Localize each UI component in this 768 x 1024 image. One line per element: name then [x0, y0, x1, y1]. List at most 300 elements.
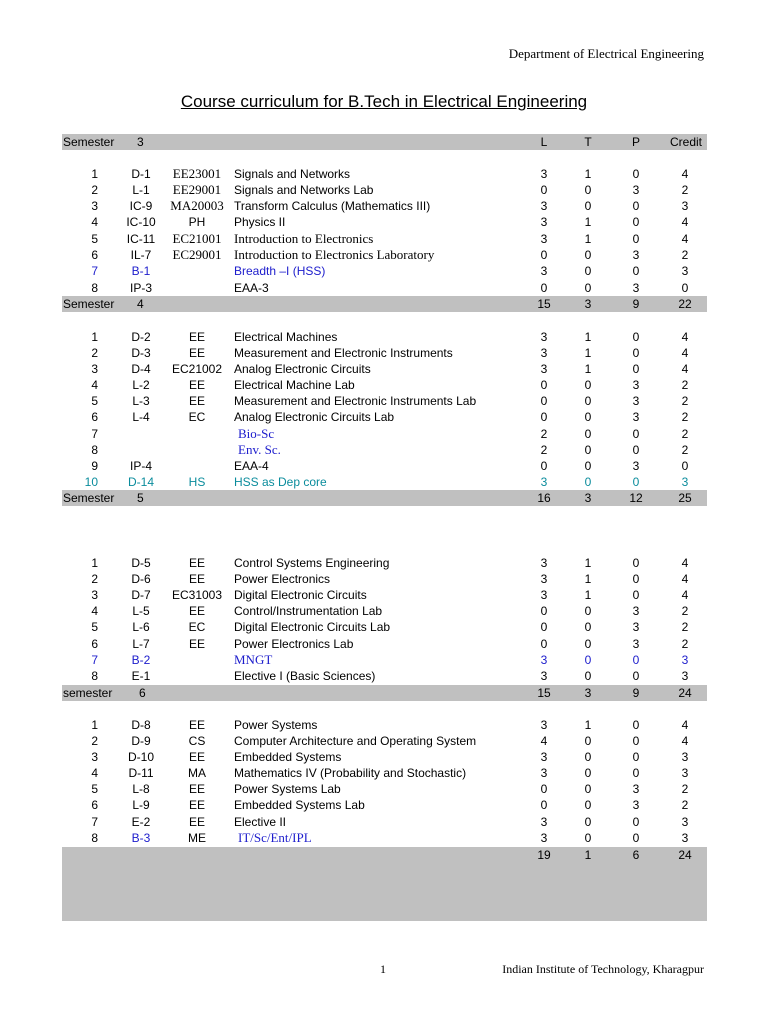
- lecture-hours: 3: [540, 232, 548, 246]
- course-name: MNGT: [234, 652, 273, 667]
- course-code: IL-7: [130, 248, 152, 262]
- course-name: Computer Architecture and Operating System: [234, 734, 477, 748]
- course-row: [62, 765, 707, 781]
- subject-number: CS: [188, 734, 206, 748]
- tutorial-hours: 0: [584, 750, 592, 764]
- course-row: [62, 603, 707, 619]
- tutorial-hours: 0: [584, 427, 592, 441]
- serial-number: 8: [91, 281, 98, 295]
- credits: 4: [681, 232, 689, 246]
- lecture-hours: 0: [540, 281, 548, 295]
- course-name: IT/Sc/Ent/IPL: [238, 830, 312, 845]
- course-code: B-1: [131, 264, 151, 278]
- col-header-l: L: [540, 135, 548, 149]
- tutorial-hours: 0: [584, 831, 592, 845]
- semester-6-totals: [62, 847, 707, 863]
- course-name: Power Systems Lab: [234, 782, 341, 796]
- practical-hours: 0: [632, 831, 640, 845]
- course-name: Breadth –I (HSS): [234, 264, 326, 278]
- tutorial-hours: 1: [584, 167, 592, 181]
- practical-hours: 3: [632, 281, 640, 295]
- lecture-hours: 0: [540, 410, 548, 424]
- course-name: Electrical Machines: [234, 330, 338, 344]
- course-code: L-9: [132, 798, 150, 812]
- course-name: Digital Electronic Circuits: [234, 588, 367, 602]
- practical-hours: 0: [632, 815, 640, 829]
- course-code: D-6: [131, 572, 151, 586]
- serial-number: 3: [91, 362, 98, 376]
- serial-number: 3: [91, 750, 98, 764]
- tutorial-hours: 0: [584, 199, 592, 213]
- course-name: Physics II: [234, 215, 286, 229]
- practical-hours: 0: [632, 264, 640, 278]
- semester-header-4: [62, 296, 707, 312]
- course-code: L-1: [132, 183, 150, 197]
- subject-number: EE: [188, 346, 205, 360]
- credits: 4: [681, 346, 689, 360]
- serial-number: 6: [91, 410, 98, 424]
- lecture-hours: 3: [540, 653, 548, 667]
- course-row: [62, 426, 707, 442]
- credits: 4: [681, 588, 689, 602]
- subject-number: EE: [188, 782, 205, 796]
- semester-number: 3: [137, 135, 144, 149]
- subject-number: MA20003: [170, 198, 224, 213]
- course-name: Embedded Systems: [234, 750, 342, 764]
- credits: 3: [681, 766, 689, 780]
- tutorial-hours: 0: [584, 798, 592, 812]
- col-header-p: P: [631, 135, 640, 149]
- credits: 2: [681, 248, 689, 262]
- tutorial-hours: 0: [584, 653, 592, 667]
- course-name: Signals and Networks: [234, 167, 351, 181]
- tutorial-hours: 1: [584, 718, 592, 732]
- course-code: E-1: [131, 669, 151, 683]
- lecture-hours: 3: [540, 362, 548, 376]
- credits: 0: [681, 281, 689, 295]
- serial-number: 4: [91, 215, 98, 229]
- course-name: Embedded Systems Lab: [234, 798, 365, 812]
- lecture-hours: 0: [540, 248, 548, 262]
- course-name: Electrical Machine Lab: [234, 378, 355, 392]
- subject-number: EC21002: [171, 362, 223, 376]
- course-name: Introduction to Electronics Laboratory: [234, 247, 435, 262]
- serial-number: 5: [91, 620, 98, 634]
- course-name: Introduction to Electronics: [234, 231, 374, 246]
- lecture-hours: 4: [540, 734, 548, 748]
- credits: 3: [681, 750, 689, 764]
- tutorial-hours: 0: [584, 410, 592, 424]
- lecture-hours: 0: [540, 183, 548, 197]
- course-row: [62, 458, 707, 474]
- col-header-t: T: [584, 135, 592, 149]
- practical-hours: 3: [632, 248, 640, 262]
- tutorial-hours: 0: [584, 637, 592, 651]
- lecture-hours: 3: [540, 264, 548, 278]
- course-row: [62, 393, 707, 409]
- course-code: L-7: [132, 637, 150, 651]
- serial-number: 7: [91, 264, 98, 278]
- course-code: D-2: [131, 330, 151, 344]
- course-code: IP-4: [129, 459, 152, 473]
- serial-number: 2: [91, 734, 98, 748]
- practical-hours: 3: [632, 394, 640, 408]
- course-name: Power Electronics Lab: [234, 637, 354, 651]
- course-code: B-2: [131, 653, 151, 667]
- serial-number: 4: [91, 604, 98, 618]
- course-name: Signals and Networks Lab: [234, 183, 374, 197]
- course-row: [62, 749, 707, 765]
- course-row: [62, 263, 707, 279]
- subject-number: EE: [188, 556, 205, 570]
- course-name: Elective I (Basic Sciences): [234, 669, 376, 683]
- lecture-hours: 0: [540, 782, 548, 796]
- tutorial-hours: 1: [584, 330, 592, 344]
- total-practical: 9: [632, 297, 640, 311]
- course-row: [62, 329, 707, 345]
- subject-number: EE: [188, 330, 205, 344]
- tutorial-hours: 1: [584, 556, 592, 570]
- total-tutorial: 1: [584, 848, 592, 862]
- semester-number: 5: [137, 491, 144, 505]
- course-code: D-3: [131, 346, 151, 360]
- tutorial-hours: 0: [584, 620, 592, 634]
- semester-label: Semester: [63, 135, 115, 149]
- credits: 3: [681, 815, 689, 829]
- serial-number: 5: [91, 232, 98, 246]
- practical-hours: 3: [632, 410, 640, 424]
- practical-hours: 0: [632, 443, 640, 457]
- serial-number: 1: [91, 330, 98, 344]
- total-lecture: 15: [537, 297, 551, 311]
- subject-number: EE: [188, 798, 205, 812]
- lecture-hours: 3: [540, 167, 548, 181]
- course-row: [62, 668, 707, 684]
- serial-number: 8: [91, 669, 98, 683]
- course-row: [62, 652, 707, 668]
- serial-number: 2: [91, 346, 98, 360]
- subject-number: ME: [188, 831, 206, 845]
- course-row: [62, 182, 707, 198]
- course-code: D-7: [131, 588, 151, 602]
- total-lecture: 15: [537, 686, 551, 700]
- serial-number: 6: [91, 798, 98, 812]
- lecture-hours: 0: [540, 459, 548, 473]
- credits: 3: [681, 199, 689, 213]
- practical-hours: 0: [632, 669, 640, 683]
- lecture-hours: 3: [540, 588, 548, 602]
- total-tutorial: 3: [584, 297, 592, 311]
- total-credit: 24: [678, 686, 692, 700]
- serial-number: 2: [91, 183, 98, 197]
- course-code: IC-10: [126, 215, 156, 229]
- total-lecture: 19: [537, 848, 551, 862]
- subject-number: EE29001: [172, 182, 222, 197]
- practical-hours: 0: [632, 232, 640, 246]
- credits: 3: [681, 653, 689, 667]
- practical-hours: 0: [632, 346, 640, 360]
- subject-number: MA: [188, 766, 206, 780]
- practical-hours: 0: [632, 362, 640, 376]
- course-row: [62, 587, 707, 603]
- practical-hours: 0: [632, 427, 640, 441]
- lecture-hours: 0: [540, 637, 548, 651]
- serial-number: 5: [91, 782, 98, 796]
- tutorial-hours: 1: [584, 588, 592, 602]
- tutorial-hours: 0: [584, 281, 592, 295]
- lecture-hours: 3: [540, 199, 548, 213]
- practical-hours: 3: [632, 183, 640, 197]
- serial-number: 7: [91, 427, 98, 441]
- subject-number: EC: [188, 410, 206, 424]
- semester-number: 6: [139, 686, 146, 700]
- tutorial-hours: 0: [584, 443, 592, 457]
- course-code: IP-3: [129, 281, 152, 295]
- course-name: Control Systems Engineering: [234, 556, 390, 570]
- course-name: Power Systems: [234, 718, 318, 732]
- semester-label: Semester: [63, 297, 115, 311]
- course-row: [62, 717, 707, 733]
- serial-number: 1: [91, 718, 98, 732]
- course-code: IC-11: [126, 232, 156, 246]
- course-name: EAA-3: [234, 281, 269, 295]
- subject-number: EE: [188, 637, 205, 651]
- total-credit: 24: [678, 848, 692, 862]
- course-row: [62, 442, 707, 458]
- credits: 4: [681, 215, 689, 229]
- subject-number: EC21001: [172, 231, 222, 246]
- course-code: L-5: [132, 604, 150, 618]
- serial-number: 1: [91, 167, 98, 181]
- course-name: Bio-Sc: [238, 426, 275, 441]
- course-name: Env. Sc.: [238, 442, 281, 457]
- course-row: [62, 409, 707, 425]
- lecture-hours: 3: [540, 815, 548, 829]
- course-code: D-9: [131, 734, 151, 748]
- serial-number: 8: [91, 831, 98, 845]
- semester-number: 4: [137, 297, 144, 311]
- credits: 2: [681, 782, 689, 796]
- course-code: L-6: [132, 620, 150, 634]
- lecture-hours: 3: [540, 475, 548, 489]
- course-name: Analog Electronic Circuits Lab: [234, 410, 395, 424]
- subject-number: EE: [188, 394, 205, 408]
- tutorial-hours: 1: [584, 232, 592, 246]
- subject-number: EC31003: [171, 588, 223, 602]
- semester-header-5: [62, 490, 707, 506]
- serial-number: 6: [91, 248, 98, 262]
- credits: 2: [681, 427, 689, 441]
- credits: 2: [681, 410, 689, 424]
- credits: 2: [681, 378, 689, 392]
- course-name: Control/Instrumentation Lab: [234, 604, 383, 618]
- course-code: IC-9: [129, 199, 153, 213]
- course-row: [62, 198, 707, 214]
- tutorial-hours: 1: [584, 346, 592, 360]
- practical-hours: 0: [632, 475, 640, 489]
- course-code: D-14: [127, 475, 154, 489]
- serial-number: 6: [91, 637, 98, 651]
- course-row: [62, 247, 707, 263]
- lecture-hours: 0: [540, 620, 548, 634]
- course-code: D-1: [131, 167, 151, 181]
- lecture-hours: 3: [540, 669, 548, 683]
- subject-number: PH: [188, 215, 206, 229]
- total-practical: 9: [632, 686, 640, 700]
- subject-number: EC: [188, 620, 206, 634]
- subject-number: EE: [188, 604, 205, 618]
- course-row: [62, 214, 707, 230]
- practical-hours: 0: [632, 750, 640, 764]
- serial-number: 1: [91, 556, 98, 570]
- lecture-hours: 0: [540, 394, 548, 408]
- serial-number: 2: [91, 572, 98, 586]
- total-credit: 25: [678, 491, 692, 505]
- credits: 3: [681, 475, 689, 489]
- course-row: [62, 345, 707, 361]
- lecture-hours: 3: [540, 766, 548, 780]
- course-name: Measurement and Electronic Instruments: [234, 346, 453, 360]
- subject-number: HS: [188, 475, 206, 489]
- practical-hours: 3: [632, 620, 640, 634]
- subject-number: EE: [188, 572, 205, 586]
- tutorial-hours: 0: [584, 766, 592, 780]
- tutorial-hours: 0: [584, 378, 592, 392]
- course-name: HSS as Dep core: [234, 475, 327, 489]
- practical-hours: 0: [632, 572, 640, 586]
- total-tutorial: 3: [584, 491, 592, 505]
- course-name: Transform Calculus (Mathematics III): [234, 199, 431, 213]
- course-row: [62, 231, 707, 247]
- practical-hours: 3: [632, 782, 640, 796]
- page-number: 1: [380, 962, 386, 976]
- tutorial-hours: 0: [584, 815, 592, 829]
- total-lecture: 16: [537, 491, 551, 505]
- serial-number: 10: [84, 475, 98, 489]
- practical-hours: 0: [632, 718, 640, 732]
- practical-hours: 0: [632, 330, 640, 344]
- tutorial-hours: 0: [584, 248, 592, 262]
- tutorial-hours: 0: [584, 459, 592, 473]
- subject-number: EC29001: [172, 247, 222, 262]
- lecture-hours: 2: [540, 443, 548, 457]
- semester-header-3: [62, 134, 707, 150]
- credits: 4: [681, 362, 689, 376]
- practical-hours: 0: [632, 766, 640, 780]
- course-code: B-3: [131, 831, 151, 845]
- course-name: Elective II: [234, 815, 287, 829]
- credits: 4: [681, 330, 689, 344]
- lecture-hours: 0: [540, 604, 548, 618]
- course-code: L-2: [132, 378, 150, 392]
- semester-label: Semester: [63, 491, 115, 505]
- total-credit: 22: [678, 297, 692, 311]
- credits: 2: [681, 620, 689, 634]
- subject-number: EE: [188, 378, 205, 392]
- credits: 4: [681, 167, 689, 181]
- practical-hours: 3: [632, 637, 640, 651]
- practical-hours: 0: [632, 734, 640, 748]
- course-row: [62, 571, 707, 587]
- semester-label: semester: [63, 686, 113, 700]
- lecture-hours: 2: [540, 427, 548, 441]
- course-row: [62, 797, 707, 813]
- department-header: Department of Electrical Engineering: [508, 46, 704, 61]
- credits: 2: [681, 183, 689, 197]
- subject-number: EE: [188, 718, 205, 732]
- course-name: Analog Electronic Circuits: [234, 362, 371, 376]
- practical-hours: 0: [632, 588, 640, 602]
- course-row: [62, 814, 707, 830]
- practical-hours: 3: [632, 798, 640, 812]
- serial-number: 5: [91, 394, 98, 408]
- course-row: [62, 636, 707, 652]
- course-row: [62, 474, 707, 490]
- credits: 3: [681, 669, 689, 683]
- course-name: Digital Electronic Circuits Lab: [234, 620, 391, 634]
- lecture-hours: 0: [540, 798, 548, 812]
- course-name: Power Electronics: [234, 572, 331, 586]
- serial-number: 3: [91, 199, 98, 213]
- serial-number: 9: [91, 459, 98, 473]
- serial-number: 7: [91, 815, 98, 829]
- course-row: [62, 733, 707, 749]
- lecture-hours: 3: [540, 346, 548, 360]
- credits: 4: [681, 718, 689, 732]
- subject-number: EE: [188, 750, 205, 764]
- course-code: D-4: [131, 362, 151, 376]
- tutorial-hours: 1: [584, 215, 592, 229]
- credits: 3: [681, 831, 689, 845]
- lecture-hours: 3: [540, 750, 548, 764]
- course-code: D-10: [127, 750, 154, 764]
- institute-name: Indian Institute of Technology, Kharagpur: [502, 962, 704, 976]
- credits: 2: [681, 394, 689, 408]
- lecture-hours: 3: [540, 556, 548, 570]
- practical-hours: 0: [632, 167, 640, 181]
- practical-hours: 3: [632, 604, 640, 618]
- course-code: D-11: [128, 766, 154, 780]
- credits: 2: [681, 637, 689, 651]
- lecture-hours: 3: [540, 215, 548, 229]
- credits: 4: [681, 572, 689, 586]
- total-practical: 12: [629, 491, 643, 505]
- lecture-hours: 3: [540, 831, 548, 845]
- course-row: [62, 830, 707, 846]
- total-practical: 6: [632, 848, 640, 862]
- credits: 2: [681, 798, 689, 812]
- serial-number: 3: [91, 588, 98, 602]
- practical-hours: 3: [632, 378, 640, 392]
- practical-hours: 3: [632, 459, 640, 473]
- page-title: Course curriculum for B.Tech in Electrical Engineering: [180, 92, 588, 111]
- course-row: [62, 555, 707, 571]
- course-code: E-2: [131, 815, 151, 829]
- tutorial-hours: 1: [584, 572, 592, 586]
- tutorial-hours: 0: [584, 183, 592, 197]
- course-name: Mathematics IV (Probability and Stochastic): [234, 766, 467, 780]
- practical-hours: 0: [632, 653, 640, 667]
- practical-hours: 0: [632, 215, 640, 229]
- credits: 3: [681, 264, 689, 278]
- subject-number: EE23001: [172, 166, 222, 181]
- course-code: D-5: [131, 556, 151, 570]
- tutorial-hours: 0: [584, 669, 592, 683]
- credits: 2: [681, 443, 689, 457]
- course-code: L-4: [132, 410, 150, 424]
- semester-header-6: [62, 685, 707, 701]
- tutorial-hours: 0: [584, 475, 592, 489]
